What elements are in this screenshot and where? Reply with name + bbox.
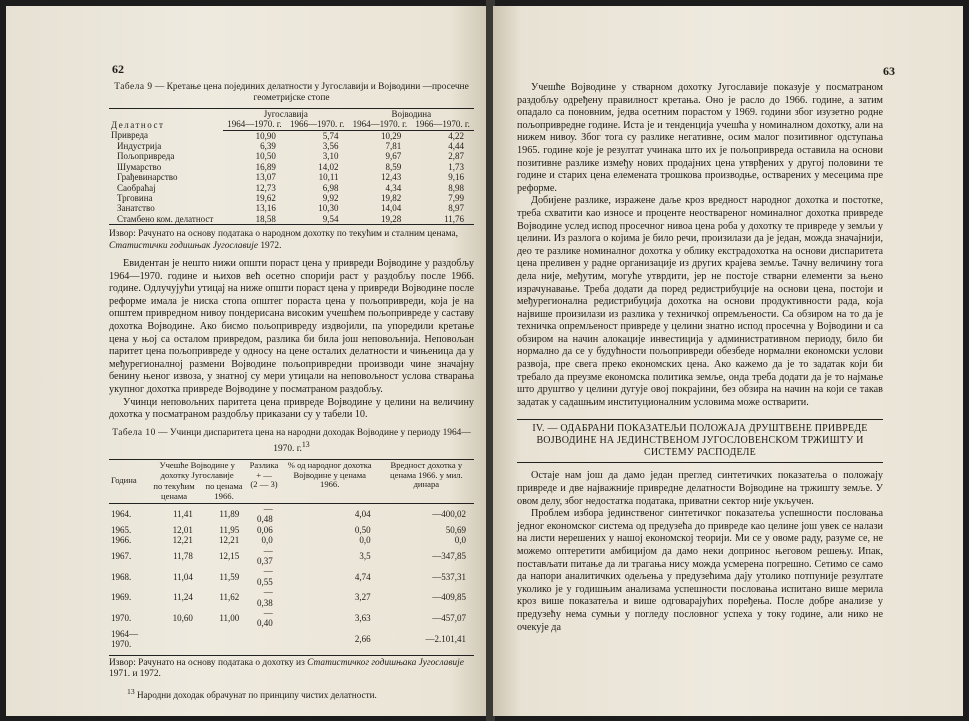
- table9-row-label: Индустрија: [117, 141, 162, 152]
- table10-header-share: Учешће Војводине у дохотку Југославије: [159, 459, 235, 480]
- table9-cell: 14,02: [318, 161, 339, 172]
- table10-row: [109, 535, 474, 545]
- right-column: [517, 82, 883, 634]
- right-paragraph-1: Учешће Војводине у стварном дохотку Југославије показује у посматраном раздобљу одређену правилност кретања. Оно је расло до 1966. године, а затим опадало са поновним, једва осетним порастом у 1969. години због изузетно родне пољопривредне године. Иста је и тенденција учешћа у номиналном дохотку, али на нижем нивоу. Због тога су разлике негативне, осим малог позитивног одступања 1965. године које је резултат учинака што их је пољопривреда оставила на основи позитивне разлике између нових продајних цена утврђених у другој половини те године и старих цена елемената трошкова производње, остварених у месецима пре реформе.: [517, 82, 883, 194]
- table10-row: [109, 525, 474, 535]
- table10-caption-text: — Учинци диспаритета цена на народни доходак Војводине у периоду 1964—1970. г.: [158, 427, 471, 455]
- table9-row: [109, 193, 474, 203]
- table9-cell: 5,74: [322, 130, 339, 141]
- table10-cell-year: 1965.: [111, 524, 132, 535]
- table9-row: [109, 203, 474, 213]
- table10-row: [109, 629, 474, 650]
- table10-row: [109, 608, 474, 629]
- table9-cell: 6,98: [322, 182, 339, 193]
- right-paragraph-3: Остаје нам још да дамо један преглед синтетичких показатеља о положају привреде и две најважније привредне делатности Војводине на тржишту земље. У овом делу, због недостатка података, приватни сектор није укључен.: [517, 470, 883, 507]
- table9-body: [109, 130, 474, 225]
- table10-cell-value: —400,02: [432, 509, 466, 520]
- page-number-left: 62: [112, 62, 124, 76]
- table9-cell: 4,44: [448, 141, 464, 152]
- table10-cell-const: 11,62: [219, 592, 240, 603]
- table10-cell-cur: 11,41: [172, 509, 193, 520]
- table10-cell-diff: —0,40: [257, 608, 273, 629]
- table9-source-title: Статистички годишњак Југославије: [109, 240, 258, 251]
- table9-cell: 9,92: [322, 193, 339, 204]
- table9-row: [109, 172, 474, 182]
- table9-cell: 7,81: [385, 141, 402, 152]
- section-heading: [517, 419, 883, 463]
- table10-cell-pct: 3,27: [354, 592, 371, 603]
- table10-source-suffix: 1971. и 1972.: [109, 669, 161, 680]
- table10-cell-pct: 2,66: [354, 634, 371, 645]
- table10-row: [109, 566, 474, 587]
- left-paragraph-1: Евидентан је нешто нижи општи пораст цена у привреди Војводине у раздобљу 1964—1970. године и њихов већ осетно спорији раст у раздобљу после 1966. године. Одлучујући утицај на ниже општи пораст цена у привреди Војводине после реформе имала је ниска стопа општег пораста цена у пољопривреди, која је на општем привредном нивоу пондерисана високим учешћем пољопривреде у саставу дохотка Војводине. Ако бисмо пољопривреду издвојили, па упоредили кретање цена у њој са осталом привредом, разлика би била још неповољнија. Неповољан паритет цена пољопривреде у односу на цене осталих делатности и чињеница да у међурегионалној размени Војводине пољопривредни производи чине значајну бенину њеног извоза, у знатној су мери утицали на неповољност услова стварања укупног дохотка привреде Војводине у посматраном раздобљу.: [109, 258, 474, 396]
- table9-row: [109, 183, 474, 193]
- table9-caption: [109, 82, 474, 105]
- table10-header-current: по текућим ценама: [153, 481, 195, 502]
- table9-cell: 10,90: [255, 130, 276, 141]
- table10-cell-year: 1964.: [111, 509, 132, 520]
- table10-row: [109, 503, 474, 524]
- table9-group-vo: Војводина: [391, 108, 432, 119]
- table9-row-label: Грађевинарство: [117, 172, 178, 183]
- table9-row-label: Пољопривреда: [117, 151, 175, 162]
- table9-row-label: Саобраћај: [117, 182, 156, 193]
- table10-header-diff-formula: (2 — 3): [250, 479, 278, 490]
- table9-row: [109, 141, 474, 151]
- table10-cell-cur: 12,01: [172, 524, 193, 535]
- table10-cell-diff: —0,55: [257, 566, 273, 587]
- table9-cell: 10,30: [318, 203, 339, 214]
- table10-source: [109, 655, 474, 681]
- table10-cell-cur: [147, 629, 201, 650]
- table10-cell-cur: 11,78: [172, 550, 193, 561]
- table9: [109, 108, 474, 225]
- table10-cell-year: 1966.: [111, 535, 132, 546]
- table10-caption-label: Табела 10: [112, 427, 156, 438]
- table10-header-year: Година: [111, 475, 137, 486]
- table10-cell-value: —457,07: [432, 613, 466, 624]
- table10-source-title: Статистичког годишњака Југославије: [307, 657, 464, 668]
- table9-period: 1966—1970. г.: [286, 119, 349, 130]
- table9-cell: 18,58: [223, 214, 286, 225]
- table10-cell-diff: —0,48: [257, 503, 273, 525]
- table9-cell: 10,29: [381, 130, 402, 141]
- footnote-text: Народни доходак обрачунат по принципу чистих делатности.: [136, 690, 377, 701]
- table10-cell-pct: 4,04: [354, 509, 371, 520]
- table10-cell-diff: [247, 629, 281, 650]
- table9-row-label: Шумарство: [117, 161, 162, 172]
- table10-header-pct: % од народног дохотка Војводине у ценама 1966.: [287, 459, 372, 490]
- table9-period: 1964—1970. г.: [223, 119, 286, 130]
- table9-cell: 19,82: [381, 193, 402, 204]
- table9-cell: 10,11: [318, 172, 339, 183]
- table9-period: 1966—1970. г.: [411, 119, 474, 130]
- table10-cell-const: 11,00: [219, 613, 240, 624]
- table10-caption-footnote-ref: 13: [301, 440, 310, 450]
- table10-cell-value: —409,85: [432, 592, 466, 603]
- table9-cell: 19,28: [349, 214, 412, 225]
- table9-caption-label: Табела 9: [114, 82, 153, 92]
- table10-row: [109, 587, 474, 608]
- right-paragraph-4: Проблем избора јединственог синтетичког показатеља успешности пословања једног економског система од предузећа до привреде као целине још увек се налази на листи нерешених у нашој економској теорији. Ми се у овоме раду, разуме се, не можемо оптеретити амбицијом да дамо неки допринос његовом решењу. Ипак, постављати питање да ли трагања нису можда усмерена погрешно. Сетимо се само да напори аналитичких одељења у предузећима дају утолико потпуније резултате уколико је у годишњим анализама успешности пословања испитано више мерила кроз више показатеља и више одговарајућих поређења. После добре анализе у предузећу нема сумњи у погледу пословног успеха у току године, али нико не очекује да: [517, 508, 883, 633]
- table9-cell: 2,87: [448, 151, 464, 162]
- left-paragraph-2: Учинци неповољних паритета цена привреде Војводине у целини на величину дохотка у посматраном раздобљу приказани су у табели 10.: [109, 396, 474, 421]
- table10-cell-const: 11,89: [219, 509, 240, 520]
- section-heading-text: IV. — ОДАБРАНИ ПОКАЗАТЕЉИ ПОЛОЖАЈА ДРУШТВЕНЕ ПРИВРЕДЕ ВОЈВОДИНЕ НА ЈЕДИНСТВЕНОМ ЈУГОСЛОВЕНСКОМ ТРЖИШТУ И СИСТЕМУ РАСПОДЕЛЕ: [532, 423, 868, 459]
- page-number-right: 63: [883, 64, 895, 78]
- table9-cell: 4,22: [448, 130, 464, 141]
- table9-period: 1964—1970. г.: [349, 119, 412, 130]
- table9-cell: 11,76: [411, 214, 474, 225]
- table10-cell-const: [201, 629, 247, 650]
- table10-body: [109, 503, 474, 649]
- table10-cell-pct: 3,63: [354, 613, 371, 624]
- table9-cell: 9,16: [448, 172, 464, 183]
- table10: [109, 459, 474, 650]
- table9-source-suffix: 1972.: [257, 240, 282, 251]
- table9-row: [109, 130, 474, 141]
- table10-cell-cur: 10,60: [172, 613, 193, 624]
- table9-caption-text: — Кретање цена појединих делатности у Југославији и Војводини —просечне геометријске стопе: [154, 82, 469, 104]
- table9-row: [109, 151, 474, 161]
- table10-cell-diff: 0,06: [257, 524, 273, 535]
- table9-cell: 8,98: [448, 182, 464, 193]
- table9-row-label: Стамбено ком. делатност: [109, 214, 223, 225]
- table10-cell-diff: —0,37: [257, 545, 273, 566]
- right-paragraph-2: Добијене разлике, изражене даље кроз вредност народног дохотка и постотке, треба схватити као износе и проценте неоствареног номиналног дохотка привреде Војводине услед испод просечног нивоа цена роба у дохотку те привреде у земљи у целини. Из разлога о којима је било речи, произилази да је један, можда значајнији, део те разлике номиналног дохотка у облику екстрадохотка на основи диспаритета цена преливен у радне организације из других крајева земље. Тачну величину тога дела није, међутим, могуће утврдити, јер не постоје стварни елементи за њено израчунавање. Треба додати да поред редистрибуције на основи цена, постоји и међурегионална редистрибуција дохотка на основи продуктивности рада, која највише произилази из разлика у техничкој опремљености. Са обзиром на то да је техничка опремљеност привреде у целини знатно испод просечна у Војводини и са обзиром на начин алокације инвестиција у административном периоду, било би нормално да се у будућности пољопривреди обезбеде нормални економски услови развоја, пре свега преко економских цена. Ако кажемо да је то задатак који би требало да преузме економска политика земље, онда треба додати да је то најмање што друштво у целини дугује овој покрајини, без обзира на начин на који се такав задатак у садашњим институционалним условима може остварити.: [517, 195, 883, 408]
- table10-cell-value: —537,31: [432, 571, 466, 582]
- table10-cell-year: 1970.: [111, 613, 132, 624]
- left-page: [6, 6, 488, 716]
- right-page: [493, 6, 963, 716]
- table9-cell: 10,50: [255, 151, 276, 162]
- table9-group-yu: Југославија: [263, 108, 308, 119]
- table9-row-label: Занатство: [117, 203, 155, 214]
- table9-cell: 3,56: [322, 141, 339, 152]
- table9-row: [109, 162, 474, 172]
- table9-row: [109, 214, 474, 225]
- table10-cell-pct: 3,5: [359, 550, 371, 561]
- table9-row-label: Трговина: [117, 193, 153, 204]
- table9-cell: 12,43: [381, 172, 402, 183]
- table9-row-label: Привреда: [111, 130, 149, 141]
- table9-cell: 13,07: [255, 172, 276, 183]
- table10-cell-diff: 0,0: [261, 535, 273, 546]
- table9-stub-header: Делатност: [111, 119, 165, 130]
- table10-cell-year: 1967.: [111, 550, 132, 561]
- table9-cell: 8,97: [448, 203, 464, 214]
- table10-cell-pct: 0,50: [354, 524, 371, 535]
- left-column: [109, 82, 474, 702]
- table9-source: [109, 229, 474, 252]
- table9-cell: 3,10: [322, 151, 339, 162]
- table10-cell-const: 12,15: [218, 550, 240, 561]
- table10-header-diff-label: Разлика: [249, 459, 279, 470]
- table10-header-diff-sign: + —: [256, 469, 272, 480]
- footnote: [109, 686, 474, 701]
- table10-header-constant: по ценама 1966.: [205, 481, 243, 502]
- table10-cell-const: 12,21: [218, 535, 240, 546]
- table9-source-prefix: Извор: Рачунато на основу података о народном дохотку по текућим и сталним ценама,: [109, 229, 459, 240]
- table10-cell-year: 1964—1970.: [111, 628, 138, 650]
- table10-header-diff: [247, 459, 281, 503]
- table10-cell-cur: 12,21: [172, 535, 193, 546]
- table9-cell: 12,73: [255, 182, 276, 193]
- table10-cell-cur: 11,04: [172, 571, 193, 582]
- table10-caption: [109, 428, 474, 456]
- table10-cell-value: 50,69: [445, 524, 466, 535]
- table9-cell: 1,73: [448, 161, 464, 172]
- table9-cell: 8,59: [385, 161, 402, 172]
- table9-cell: 4,34: [385, 182, 402, 193]
- table9-cell: 9,54: [286, 214, 349, 225]
- table10-header-value: Вредност дохотка у ценама 1966. у мил. динара: [390, 459, 463, 490]
- table9-cell: 16,89: [255, 161, 276, 172]
- table10-cell-diff: —0,38: [257, 587, 273, 608]
- table10-cell-cur: 11,24: [172, 592, 193, 603]
- table9-cell: 7,99: [448, 193, 464, 204]
- table10-cell-value: 0,0: [454, 535, 466, 546]
- table9-cell: 19,62: [255, 193, 276, 204]
- table10-source-prefix: Извор: Рачунато на основу података о дохотку из: [109, 657, 308, 668]
- footnote-mark: 13: [127, 687, 135, 697]
- table9-cell: 9,67: [385, 151, 402, 162]
- table10-cell-value: —347,85: [432, 550, 466, 561]
- table10-cell-const: 11,95: [219, 524, 240, 535]
- table10-cell-pct: 0,0: [359, 535, 371, 546]
- table10-cell-year: 1968.: [111, 571, 132, 582]
- table10-cell-year: 1969.: [111, 592, 132, 603]
- table10-cell-value: —2.101,41: [425, 634, 466, 645]
- table10-cell-const: 11,59: [219, 571, 240, 582]
- table9-cell: 14,04: [381, 203, 402, 214]
- heading-rule-bottom: [517, 462, 883, 463]
- table9-cell: 6,39: [260, 141, 276, 152]
- table10-cell-pct: 4,74: [354, 571, 371, 582]
- table9-cell: 13,16: [255, 203, 276, 214]
- table10-row: [109, 546, 474, 567]
